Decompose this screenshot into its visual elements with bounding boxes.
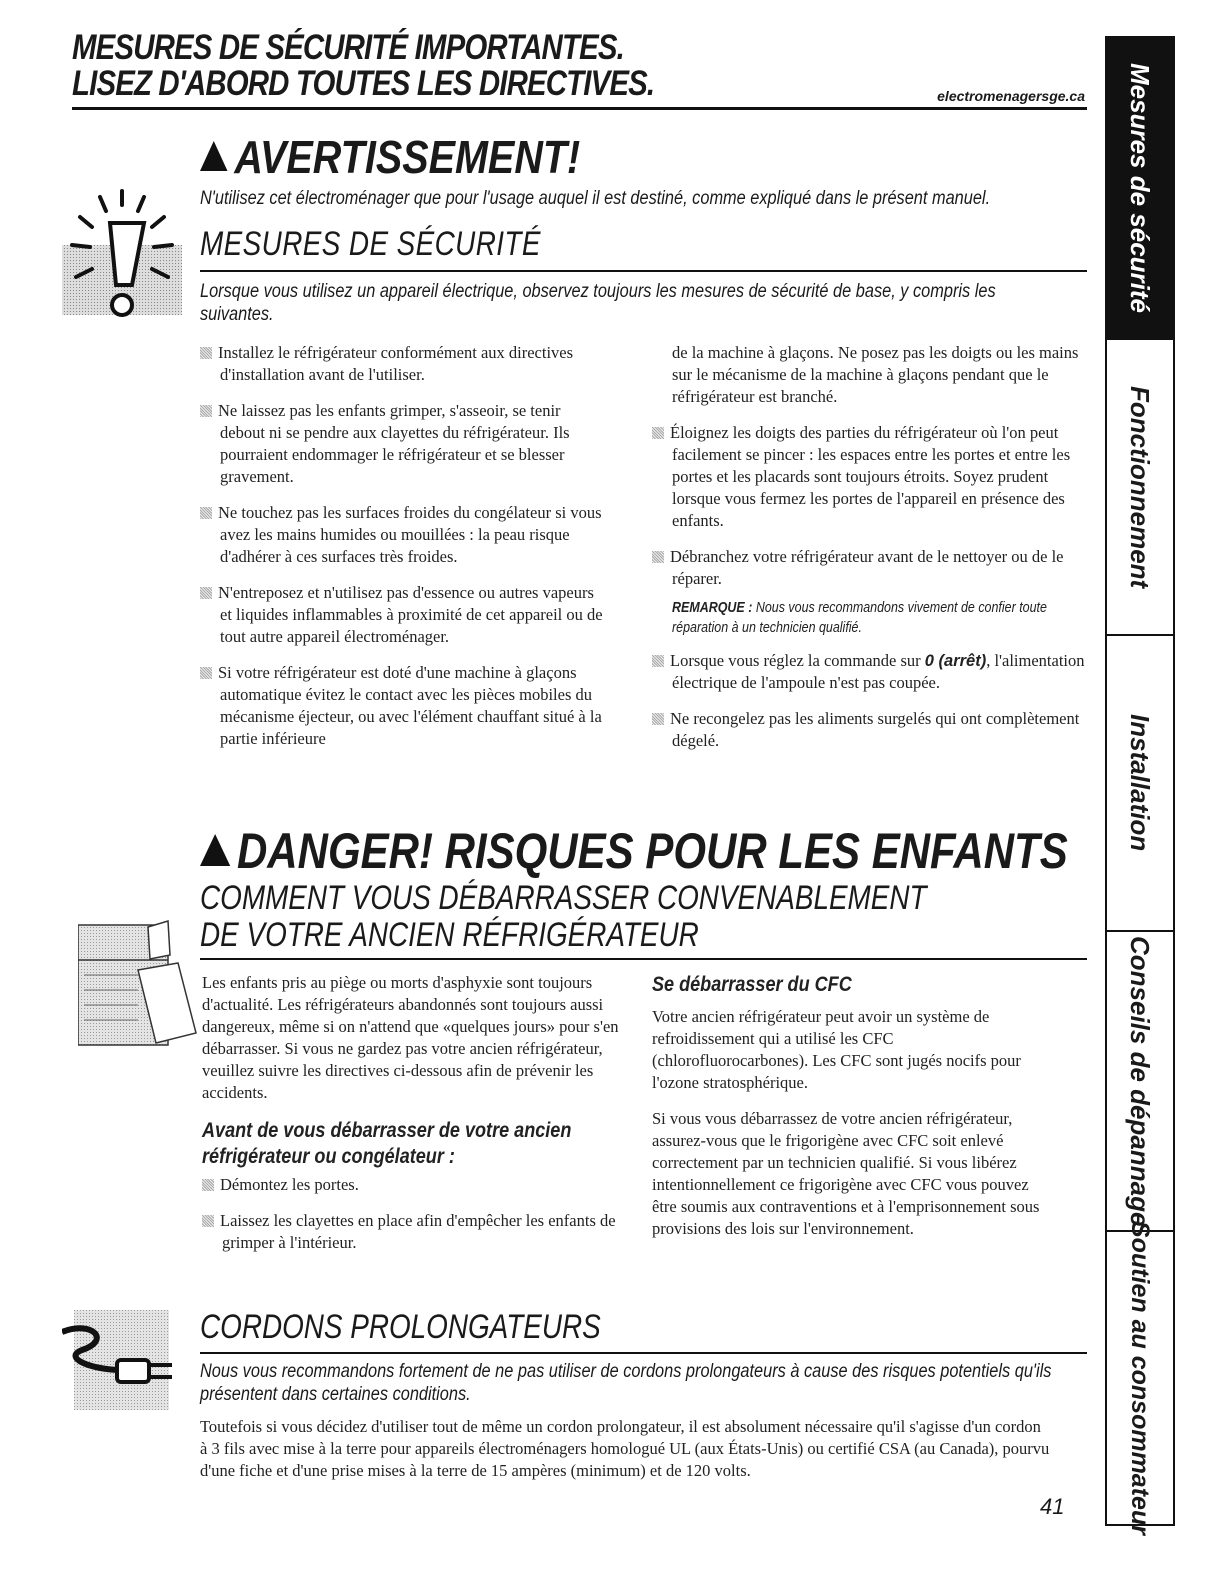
disposal-subtitle: [200, 880, 927, 954]
disposal-subtitle-line1: COMMENT VOUS DÉBARRASSER CONVENABLEMENT: [200, 879, 927, 917]
bullet-icon: [200, 347, 212, 359]
safety-left-column: [200, 342, 605, 764]
warning-subtitle: N'utilisez cet électroménager que pour l'usage auquel il est destiné, comme expliqué dans le présent manuel.: [200, 188, 991, 209]
list-item: Ne recongelez pas les aliments surgelés qui ont complètement dégelé.: [652, 708, 1092, 752]
tab-soutien-au-consommateur[interactable]: Soutien au consommateur: [1126, 1221, 1154, 1535]
safety-title: MESURES DE SÉCURITÉ: [200, 225, 541, 263]
plug-icon: [62, 1310, 187, 1420]
page-header-line2: LISEZ D'ABORD TOUTES LES DIRECTIVES.: [72, 64, 655, 103]
page-header-line1: MESURES DE SÉCURITÉ IMPORTANTES.: [72, 28, 624, 67]
warning-triangle-icon: [200, 834, 230, 866]
cfc-paragraph-2: Si vous vous débarrassez de votre ancien réfrigérateur, assurez-vous que le frigorigène avec CFC soit enlevé correctement par un technicien qualifié. Si vous libérez intentionnellement ce frigorigène avec CFC vous pouvez être soumis aux contraventions et à l'emprisonnement sous provisions des lois sur l'environnement.: [652, 1109, 1040, 1238]
header-divider: [72, 107, 1087, 110]
cords-intro: Nous vous recommandons fortement de ne pas utiliser de cordons prolongateurs à cause des risques potentiels qu'ils présentent dans certaines conditions.: [200, 1361, 1052, 1405]
exclamation-icon: [52, 185, 192, 325]
list-item: Lorsque vous réglez la commande sur 0 (arrêt), l'alimentation électrique de l'ampoule n'est pas coupée.: [652, 650, 1092, 694]
bullet-icon: [200, 405, 212, 417]
list-item: Ne laissez pas les enfants grimper, s'asseoir, se tenir debout ni se pendre aux clayettes du réfrigérateur. Ils pourraient endommager le réfrigérateur et se blesser gravement.: [200, 400, 605, 488]
safety-divider: [200, 270, 1087, 272]
bullet-icon: [652, 655, 664, 667]
page-number: 41: [1040, 1494, 1065, 1519]
tab-fonctionnement[interactable]: Fonctionnement: [1107, 340, 1173, 636]
side-tab-bar: [1105, 36, 1175, 1535]
list-item: Installez le réfrigérateur conformément aux directives d'installation avant de l'utiliser.: [200, 342, 605, 386]
list-item: Si votre réfrigérateur est doté d'une machine à glaçons automatique évitez le contact avec les pièces mobiles du mécanisme éjecteur, ou avec l'élément chauffant situé à la partie inférieure: [200, 662, 605, 750]
list-item: Éloignez les doigts des parties du réfrigérateur où l'on peut facilement se pincer : les espaces entre les portes et entre les portes et les placards sont toujours étroits. Soyez prudent lorsque vous fermez les portes de l'appareil en présence des enfants.: [652, 422, 1092, 532]
tab-installation[interactable]: Installation: [1107, 636, 1173, 932]
cfc-heading: Se débarrasser du CFC: [652, 973, 852, 996]
refrigerator-icon: [78, 915, 203, 1050]
cords-divider: [200, 1352, 1087, 1354]
remark-note: REMARQUE : Nous vous recommandons vivement de confier toute réparation à un technicien qualifié.: [672, 600, 1047, 636]
cords-title: CORDONS PROLONGATEURS: [200, 1308, 601, 1346]
cfc-paragraph-1: Votre ancien réfrigérateur peut avoir un système de refroidissement qui a utilisé les CFC (chlorofluorocarbones). Les CFC sont jugés nocifs pour l'ozone stratosphérique.: [652, 1007, 1021, 1092]
website-link[interactable]: electromenagersge.ca: [937, 88, 1085, 104]
danger-heading: [200, 822, 1068, 880]
list-item: N'entreposez et n'utilisez pas d'essence ou autres vapeurs et liquides inflammables à proximité de cet appareil ou de tout autre appareil électroménager.: [200, 582, 605, 648]
danger-title: DANGER! RISQUES POUR LES ENFANTS: [236, 823, 1068, 879]
bullet-icon: [652, 551, 664, 563]
warning-heading: [200, 130, 580, 184]
safety-intro: Lorsque vous utilisez un appareil électrique, observez toujours les mesures de sécurité de base, y compris les suivantes.: [200, 281, 996, 325]
before-disposal-heading: Avant de vous débarrasser de votre ancien réfrigérateur ou congélateur :: [202, 1119, 572, 1168]
danger-divider: [200, 958, 1087, 960]
safety-right-column: [652, 342, 1092, 766]
list-item: Démontez les portes.: [202, 1174, 632, 1196]
list-item: Débranchez votre réfrigérateur avant de le nettoyer ou de le réparer.: [652, 546, 1092, 590]
disposal-subtitle-line2: DE VOTRE ANCIEN RÉFRIGÉRATEUR: [200, 916, 699, 954]
bullet-icon: [202, 1215, 214, 1227]
bullet-icon: [202, 1179, 214, 1191]
cords-body: Toutefois si vous décidez d'utiliser tout de même un cordon prolongateur, il est absolument nécessaire qu'il s'agisse d'un cordon à 3 fils avec mise à la terre pour appareils électroménagers homologué UL (aux États-Unis) ou certifié CSA (au Canada), pourvu d'une fiche et d'une prise mises à la terre de 15 ampères (minimum) et de 120 volts.: [200, 1417, 1050, 1480]
bullet-icon: [652, 427, 664, 439]
danger-intro: Les enfants pris au piège ou morts d'asphyxie sont toujours d'actualité. Les réfrigérateurs abandonnés sont toujours aussi dangereux, même si on n'attend que «quelques jours» pour s'en débarrasser. Si vous ne gardez pas votre ancien réfrigérateur, veuillez suivre les directives ci-dessous afin de prévenir les accidents.: [202, 973, 619, 1102]
list-item-continuation: de la machine à glaçons. Ne posez pas les doigts ou les mains sur le mécanisme de la machine à glaçons pendant que le réfrigérateur est branché.: [672, 343, 1079, 406]
bullet-icon: [652, 713, 664, 725]
bullet-icon: [200, 667, 212, 679]
danger-left-column: [202, 972, 632, 1268]
tab-mesures-de-securite[interactable]: Mesures de sécurité: [1107, 38, 1173, 340]
danger-right-column: [652, 972, 1047, 1254]
list-item: Ne touchez pas les surfaces froides du congélateur si vous avez les mains humides ou mouillées : la peau risque d'adhérer à ces surfaces très froides.: [200, 502, 605, 568]
tab-conseils-de-depannage[interactable]: Conseils de dépannage: [1107, 932, 1173, 1232]
warning-triangle-icon: [200, 141, 228, 171]
bullet-icon: [200, 507, 212, 519]
bullet-icon: [200, 587, 212, 599]
list-item: Laissez les clayettes en place afin d'empêcher les enfants de grimper à l'intérieur.: [202, 1210, 632, 1254]
warning-title: AVERTISSEMENT!: [234, 131, 581, 183]
